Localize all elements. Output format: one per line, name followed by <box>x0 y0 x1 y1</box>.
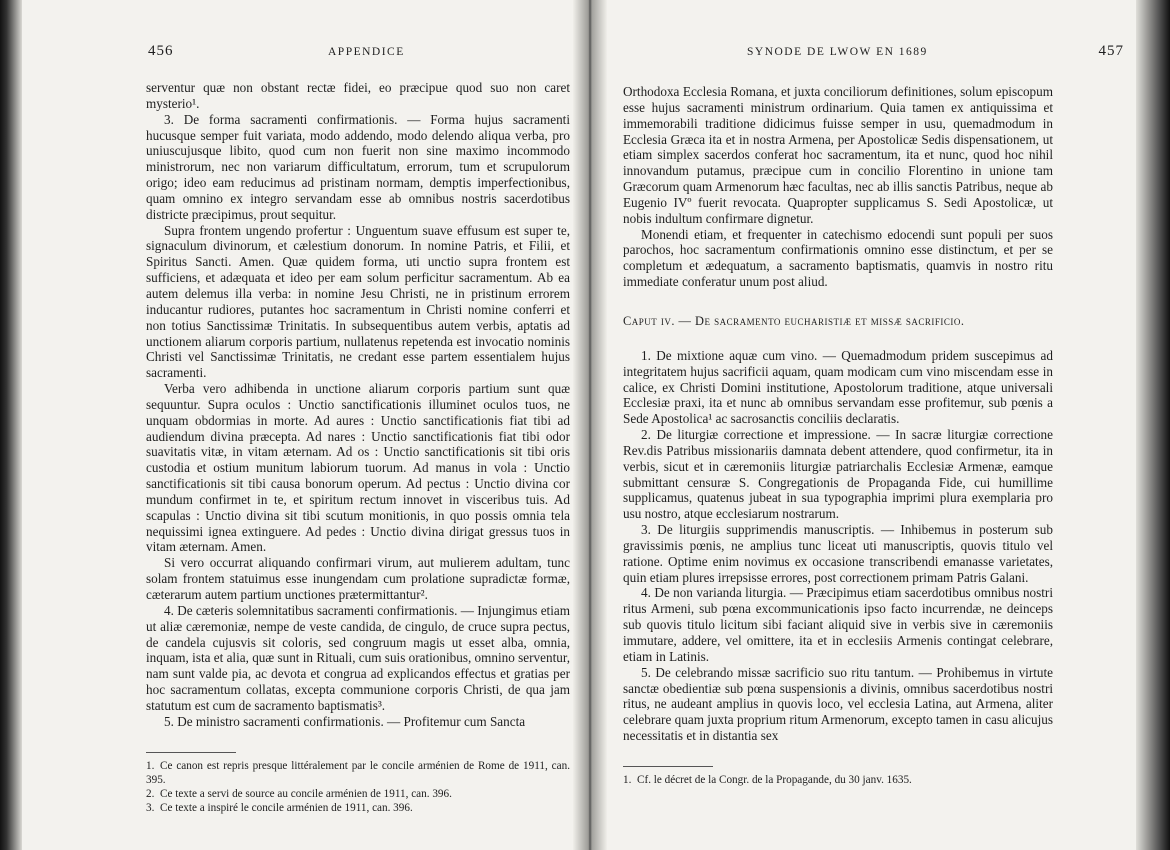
right-page <box>607 0 1136 850</box>
paragraph: 4. De cæteris solemnitatibus sacramenti confirmationis. — Injungimus etiam ut aliæ cæremoniæ, nempe de veste candida, de cingulo, de cruce supra pectus, de candela cujusvis sit coloris, sed congruum magis ut esset alba, omnia, inquam, ista et alia, quæ sunt in Rituali, cum suis orationibus, omnino serventur, nam sunt valde pia, ac devota et congrua ad explicandos effectus et gratias per hoc sacramentum collatas, excepta communione corporis Christi, de qua jam statutum est cum de sacramento baptismatis³. <box>146 602 570 713</box>
footnote-rule <box>146 752 236 753</box>
paragraph: 3. De forma sacramenti confirmationis. — Forma hujus sacramenti hucusque semper fuit variata, modo addendo, modo delendo aliqua verba, pro uniuscujusque libito, quod cum non fuerit non sine maximo incommodo ministrorum, nec non variarum difficultatum, errorum, tum et scrupulorum origo; ideo eam reducimus ad pristinam normam, demptis imperfectionibus, quam omnino ex integro servandam esse ab omnibus nostris sacerdotibus districte præcipimus, prout sequitur. <box>146 111 570 222</box>
running-title: APPENDICE <box>328 46 405 58</box>
paragraph: 5. De celebrando missæ sacrificio suo ritu tantum. — Prohibemus in virtute sanctæ obedientiæ sub pœna suspensionis a divinis, omnibus sacerdotibus nostri ritus, ne audeant amplius in quovis loco, vel ecclesia Latina, aut Armena, aliter celebrare quam juxta proprium ritum Armenorum, excepto tamen in casu alicujus necessitatis et in distantia sex <box>623 664 1053 744</box>
paragraph: serventur quæ non obstant rectæ fidei, eo præcipue quod suo non caret mysterio¹. <box>146 80 570 111</box>
footnote: 1. Cf. le décret de la Congr. de la Propagande, du 30 janv. 1635. <box>623 773 912 786</box>
footnote: 2. Ce texte a servi de source au concile arménien de 1911, can. 396. <box>146 787 452 800</box>
footnote: 3. Ce texte a inspiré le concile arménien de 1911, can. 396. <box>146 801 413 814</box>
running-head-right <box>607 43 1136 68</box>
page-number: 456 <box>148 43 174 59</box>
paragraph: 2. De liturgiæ correctione et impressione. — In sacræ liturgiæ correctione Rev.dis Patribus missionariis damnata debent attendere, quod confirmetur, ita in verbis, sicut et in cæremoniis liturgiæ patriarchalis Ecclesiæ Armenæ, eamque submittant censuræ S. Congregationis de Propaganda Fide, cui humillime supplicamus, quatenus jubeat in sua typographia imprimi plura exemplaria pro usu nostro, atque ecclesiarum nostrarum. <box>623 427 1053 522</box>
book-edge-right <box>1136 0 1170 850</box>
footnote-rule <box>623 766 713 767</box>
book-gutter <box>573 0 607 850</box>
footnote: 1. Ce canon est repris presque littéralement par le concile arménien de Rome de 1911, can. 395. <box>146 759 570 786</box>
book-edge-left <box>0 0 22 850</box>
page-number: 457 <box>1098 43 1124 59</box>
running-head-left <box>22 43 573 68</box>
paragraph: Si vero occurrat aliquando confirmari virum, aut mulierem adultam, tunc solam frontem statuimus esse inungendam cum prolatione supradictæ formæ, cæterarum autem partium unctiones prætermittantur². <box>146 555 570 602</box>
running-title: SYNODE DE LWOW EN 1689 <box>747 46 928 58</box>
left-page <box>22 0 573 850</box>
left-body <box>146 80 570 815</box>
paragraph: Verba vero adhibenda in unctione aliarum corporis partium sunt quæ sequuntur. Supra oculos : Unctio sanctificationis illuminet oculos tuos, ne unquam obdormias in morte. Ad aures : Unctio sanctificationis fiat tibi ad audiendum divina præcepta. Ad nares : Unctio sanctificationis fiat tibi odor suavitatis vitæ, in vitam æternam. Ad os : Unctio sanctificationis sit tibi oris custodia et ostium munitum labiorum tuorum. Ad manus in vola : Unctio sanctificationis sit tibi causa bonorum operum. Ad pectus : Unctio divina cor mundum confirmet in te, et spiritum rectum innovet in visceribus tuis. Ad scapulas : Unctio divina sit tibi scutum monitionis, in quo possis omnia tela nequissimi ignea extinguere. Ad pedes : Unctio divina dirigat gressus tuos in vitam æternam. Amen. <box>146 381 570 555</box>
paragraph: 4. De non varianda liturgia. — Præcipimus etiam sacerdotibus omnibus nostri ritus Armeni, sub pœna excommunicationis ipso facto incurrendæ, ne deinceps sub quovis titulo licitum sibi faciant aliquid sive in verbis sive in cæremoniis immutare, addere, vel omittere, ita et in ecclesiis Armenis contingat celebrare, etiam in Latinis. <box>623 585 1053 664</box>
paragraph: 3. De liturgiis supprimendis manuscriptis. — Inhibemus in posterum sub gravissimis pœnis, ne amplius tunc liceat uti manuscriptis, quovis titulo vel ratione. Optime enim novimus ex occasione transcribendi emanasse varietates, quin etiam plures irrepsisse errores, post correctionem primam Patris Galani. <box>623 522 1053 585</box>
paragraph: 1. De mixtione aquæ cum vino. — Quemadmodum pridem suscepimus ad integritatem hujus sacrificii aquam, quam modicam cum vino miscendam esse in calice, ex Christi Domini institutione, Apostolorum traditione, atque universali Ecclesiæ praxi, ita et nunc ab omnibus servandam esse profitemur, sub pœnis a Sede Apostolica¹ ac sacrosanctis conciliis declaratis. <box>623 347 1053 427</box>
paragraph: Orthodoxa Ecclesia Romana, et juxta conciliorum definitiones, solum episcopum esse hujus sacramenti ministrum ordinarium. Quia tamen ex antiquissima et immemorabili traditione didicimus fuisse semper in usu, quemadmodum in Ecclesia Græca ita et in nostra Armena, per Apostolicæ Sedis dispensationem, ut etiam simplex sacerdos conferat hoc sacramentum, ita et nunc, quod hoc nihil innovandum putamus, præcipue cum in concilio Florentino in unione tam Græcorum quam Armenorum hæc facultas, nec ab illis sanctis Patribus, neque ab Eugenio IVº fuerit revocata. Quapropter supplicamus S. Sedi Apostolicæ, ut nobis indultum confirmare dignetur. <box>623 84 1053 226</box>
paragraph: 5. De ministro sacramenti confirmationis. — Profitemur cum Sancta <box>164 713 526 729</box>
right-body <box>623 84 1053 787</box>
paragraph: Supra frontem ungendo profertur : Unguentum suave effusum est super te, signaculum divinorum, et cælestium donorum. In nomine Patris, et Filii, et Spiritus Sancti. Amen. Quæ quidem forma, uti unctio supra frontem est sufficiens, et adæquata et ideo per eam solum perficitur sacramentum. Ab ea autem delemus illa verba: in nomine Jesu Christi, ne in pristinum errorem inducantur rudiores, putantes hoc sacramentum in Christi nomine conferri et non totius Sanctissimæ Trinitatis. In subsequentibus autem verbis, aptatis ad unctionem aliarum corporis partium, nullatenus repetenda est invocatio nominis Christi vel Sanctissimæ Trinitatis, ne credant esse partem essentialem hujus sacramenti. <box>146 222 570 381</box>
chapter-heading: Caput iv. — De sacramento eucharistiæ et missæ sacrificio. <box>623 313 965 328</box>
paragraph: Monendi etiam, et frequenter in catechismo edocendi sunt populi per suos parochos, hoc sacramentum confirmationis omnino esse distinctum, et per se completum et ædequatum, a sacramento baptismatis, quamvis in nostro ritu immediate conferatur unum post aliud. <box>623 226 1053 290</box>
